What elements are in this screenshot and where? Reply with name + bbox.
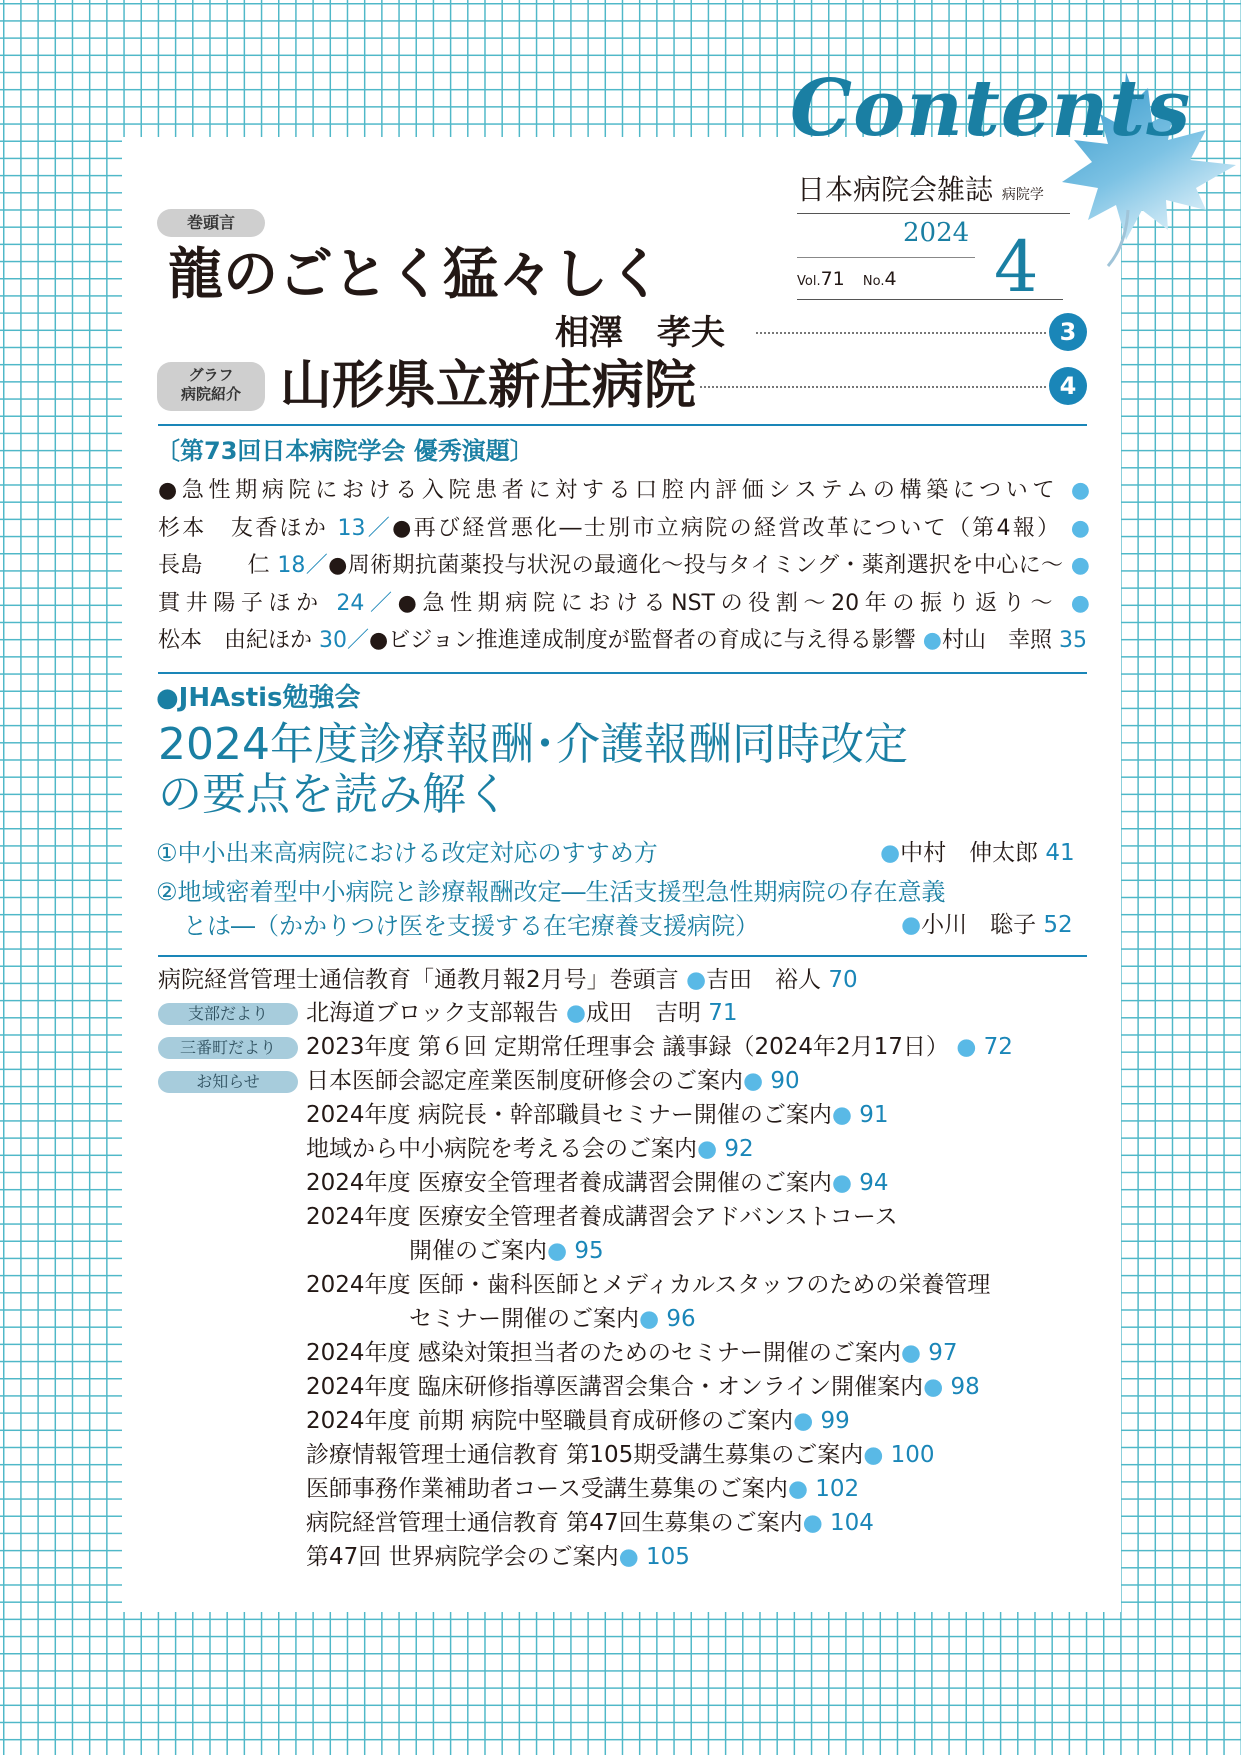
page-badge[interactable]: 3 xyxy=(1049,313,1087,351)
notice-item[interactable]: 2024年度 医療安全管理者養成講習会開催のご案内● 94 xyxy=(306,1170,889,1196)
article-title[interactable]: 周術期抗菌薬投与状況の最適化～投与タイミング・薬剤選択を中心に～ xyxy=(347,553,1064,579)
article-title[interactable]: ビジョン推進達成制度が監督者の育成に与え得る影響 xyxy=(388,628,916,654)
notice-item[interactable]: 日本医師会認定産業医制度研修会のご案内● 90 xyxy=(306,1068,800,1094)
branch-line[interactable]: 北海道ブロック支部報告 ●成田 吉明 71 xyxy=(306,1000,738,1026)
notice-item-cont[interactable]: 開催のご案内● 95 xyxy=(409,1238,604,1264)
page-number[interactable]: 71 xyxy=(708,1000,738,1026)
sanbancho-tag: 三番町だより xyxy=(158,1037,298,1059)
award-section-title: 〔第73回日本病院学会 優秀演題〕 xyxy=(156,437,534,465)
journal-name: 日本病院会雑誌 病院学 xyxy=(797,173,1044,206)
notice-item[interactable]: 2024年度 医師・歯科医師とメディカルスタッフのための栄養管理 xyxy=(306,1272,991,1298)
page-number[interactable]: 52 xyxy=(1043,912,1073,938)
page-number[interactable]: 30 xyxy=(319,628,348,654)
jhastis-item-author: ●中村 伸太郎 41 xyxy=(880,840,1075,866)
contents-title: Contents xyxy=(790,63,1192,154)
article-author: 長島 仁 xyxy=(158,553,270,579)
jhastis-item-author: ●小川 聡子 52 xyxy=(901,912,1073,938)
notice-item[interactable]: 2024年度 医療安全管理者養成講習会アドバンストコース xyxy=(306,1204,898,1230)
article-author: 松本 由紀ほか xyxy=(158,628,313,654)
page-number[interactable]: 18 xyxy=(277,553,306,579)
education-line[interactable]: 病院経営管理士通信教育「通教月報2月号」巻頭言 ●吉田 裕人 70 xyxy=(158,967,858,993)
page-number[interactable]: 35 xyxy=(1059,628,1088,654)
page-number[interactable]: 72 xyxy=(983,1034,1013,1060)
notice-item[interactable]: 2024年度 感染対策担当者のためのセミナー開催のご案内● 97 xyxy=(306,1340,958,1366)
jhastis-item-title[interactable]: ①中小出来高病院における改定対応のすすめ方 xyxy=(156,839,658,867)
notice-item[interactable]: 地域から中小病院を考える会のご案内● 92 xyxy=(306,1136,754,1162)
page-number[interactable]: 41 xyxy=(1045,840,1075,866)
graph-tag: グラフ 病院紹介 xyxy=(157,362,265,411)
issue-year: 2024 xyxy=(903,218,970,248)
foreword-tag: 巻頭言 xyxy=(157,209,265,237)
branch-tag: 支部だより xyxy=(158,1003,298,1025)
notice-item[interactable]: 医師事務作業補助者コース受講生募集のご案内● 102 xyxy=(306,1476,860,1502)
notice-item[interactable]: 2024年度 病院長・幹部職員セミナー開催のご案内● 91 xyxy=(306,1102,889,1128)
foreword-title[interactable]: 龍のごとく猛々しく xyxy=(168,241,664,306)
foreword-author: 相澤 孝夫 xyxy=(555,313,725,353)
jhastis-item-title[interactable]: ②地域密着型中小病院と診療報酬改定―生活支援型急性期病院の存在意義 xyxy=(156,878,946,906)
article-title[interactable]: 再び経営悪化―士別市立病院の経営改革について（第4報） xyxy=(413,515,1062,541)
jhastis-label: ●JHAstis勉強会 xyxy=(156,683,361,713)
notice-item[interactable]: 第47回 世界病院学会のご案内● 105 xyxy=(306,1544,690,1570)
page-badge[interactable]: 4 xyxy=(1049,367,1087,405)
divider xyxy=(797,299,1063,300)
page-number[interactable]: 70 xyxy=(828,967,858,993)
notice-item[interactable]: 病院経営管理士通信教育 第47回生募集のご案内● 104 xyxy=(306,1510,874,1536)
notice-item[interactable]: 2024年度 臨床研修指導医講習会集合・オンライン開催案内● 98 xyxy=(306,1374,980,1400)
divider xyxy=(797,213,1070,214)
leader-dots xyxy=(700,386,1046,388)
jhastis-title[interactable]: 2024年度診療報酬･介護報酬同時改定 の要点を読み解く xyxy=(158,719,908,821)
article-author: 杉本 友香ほか xyxy=(158,515,329,541)
divider xyxy=(158,672,1087,674)
page-number[interactable]: 24 xyxy=(336,590,365,616)
notice-item[interactable]: 診療情報管理士通信教育 第105期受講生募集のご案内● 100 xyxy=(306,1442,935,1468)
notice-item-cont[interactable]: セミナー開催のご案内● 96 xyxy=(409,1306,696,1332)
divider xyxy=(797,257,975,258)
award-list: ●急性期病院における入院患者に対する口腔内評価システムの構築について ●杉本 友香ほか 13／●再び経営悪化―士別市立病院の経営改革について（第4報） ●長島 仁 18／●周術期抗菌薬投与状況の最適化～投与タイミング・薬剤選択を中心に～ ●貫井陽子ほか 24／●急性期病院におけるNSTの役割～20年の振り返り～ ●松本 由紀ほか 30／●ビジョン推進達成制度が監督者の育成に与え得る影響 ●村山 幸照 35 xyxy=(158,478,1091,654)
divider xyxy=(158,424,1087,426)
article-author: 村山 幸照 xyxy=(942,628,1053,654)
notice-item[interactable]: 2024年度 前期 病院中堅職員育成研修のご案内● 99 xyxy=(306,1408,850,1434)
article-author: 貫井陽子ほか xyxy=(158,590,324,616)
article-title[interactable]: 急性期病院における入院患者に対する口腔内評価システムの構築について xyxy=(181,478,1060,503)
graph-title[interactable]: 山形県立新庄病院 xyxy=(280,355,697,416)
jhastis-item-title-cont[interactable]: とは―（かかりつけ医を支援する在宅療養支援病院） xyxy=(183,912,759,940)
divider xyxy=(158,955,1087,957)
article-title[interactable]: 急性期病院におけるNSTの役割～20年の振り返り～ xyxy=(422,590,1059,616)
notice-tag: お知らせ xyxy=(158,1071,298,1093)
sanbancho-line[interactable]: 2023年度 第６回 定期常任理事会 議事録（2024年2月17日） ● 72 xyxy=(306,1034,1013,1060)
issue-month: 4 xyxy=(994,226,1039,308)
leader-dots xyxy=(756,332,1046,334)
page-number[interactable]: 13 xyxy=(337,515,366,541)
volume-number: Vol.71 No.4 xyxy=(797,268,897,290)
